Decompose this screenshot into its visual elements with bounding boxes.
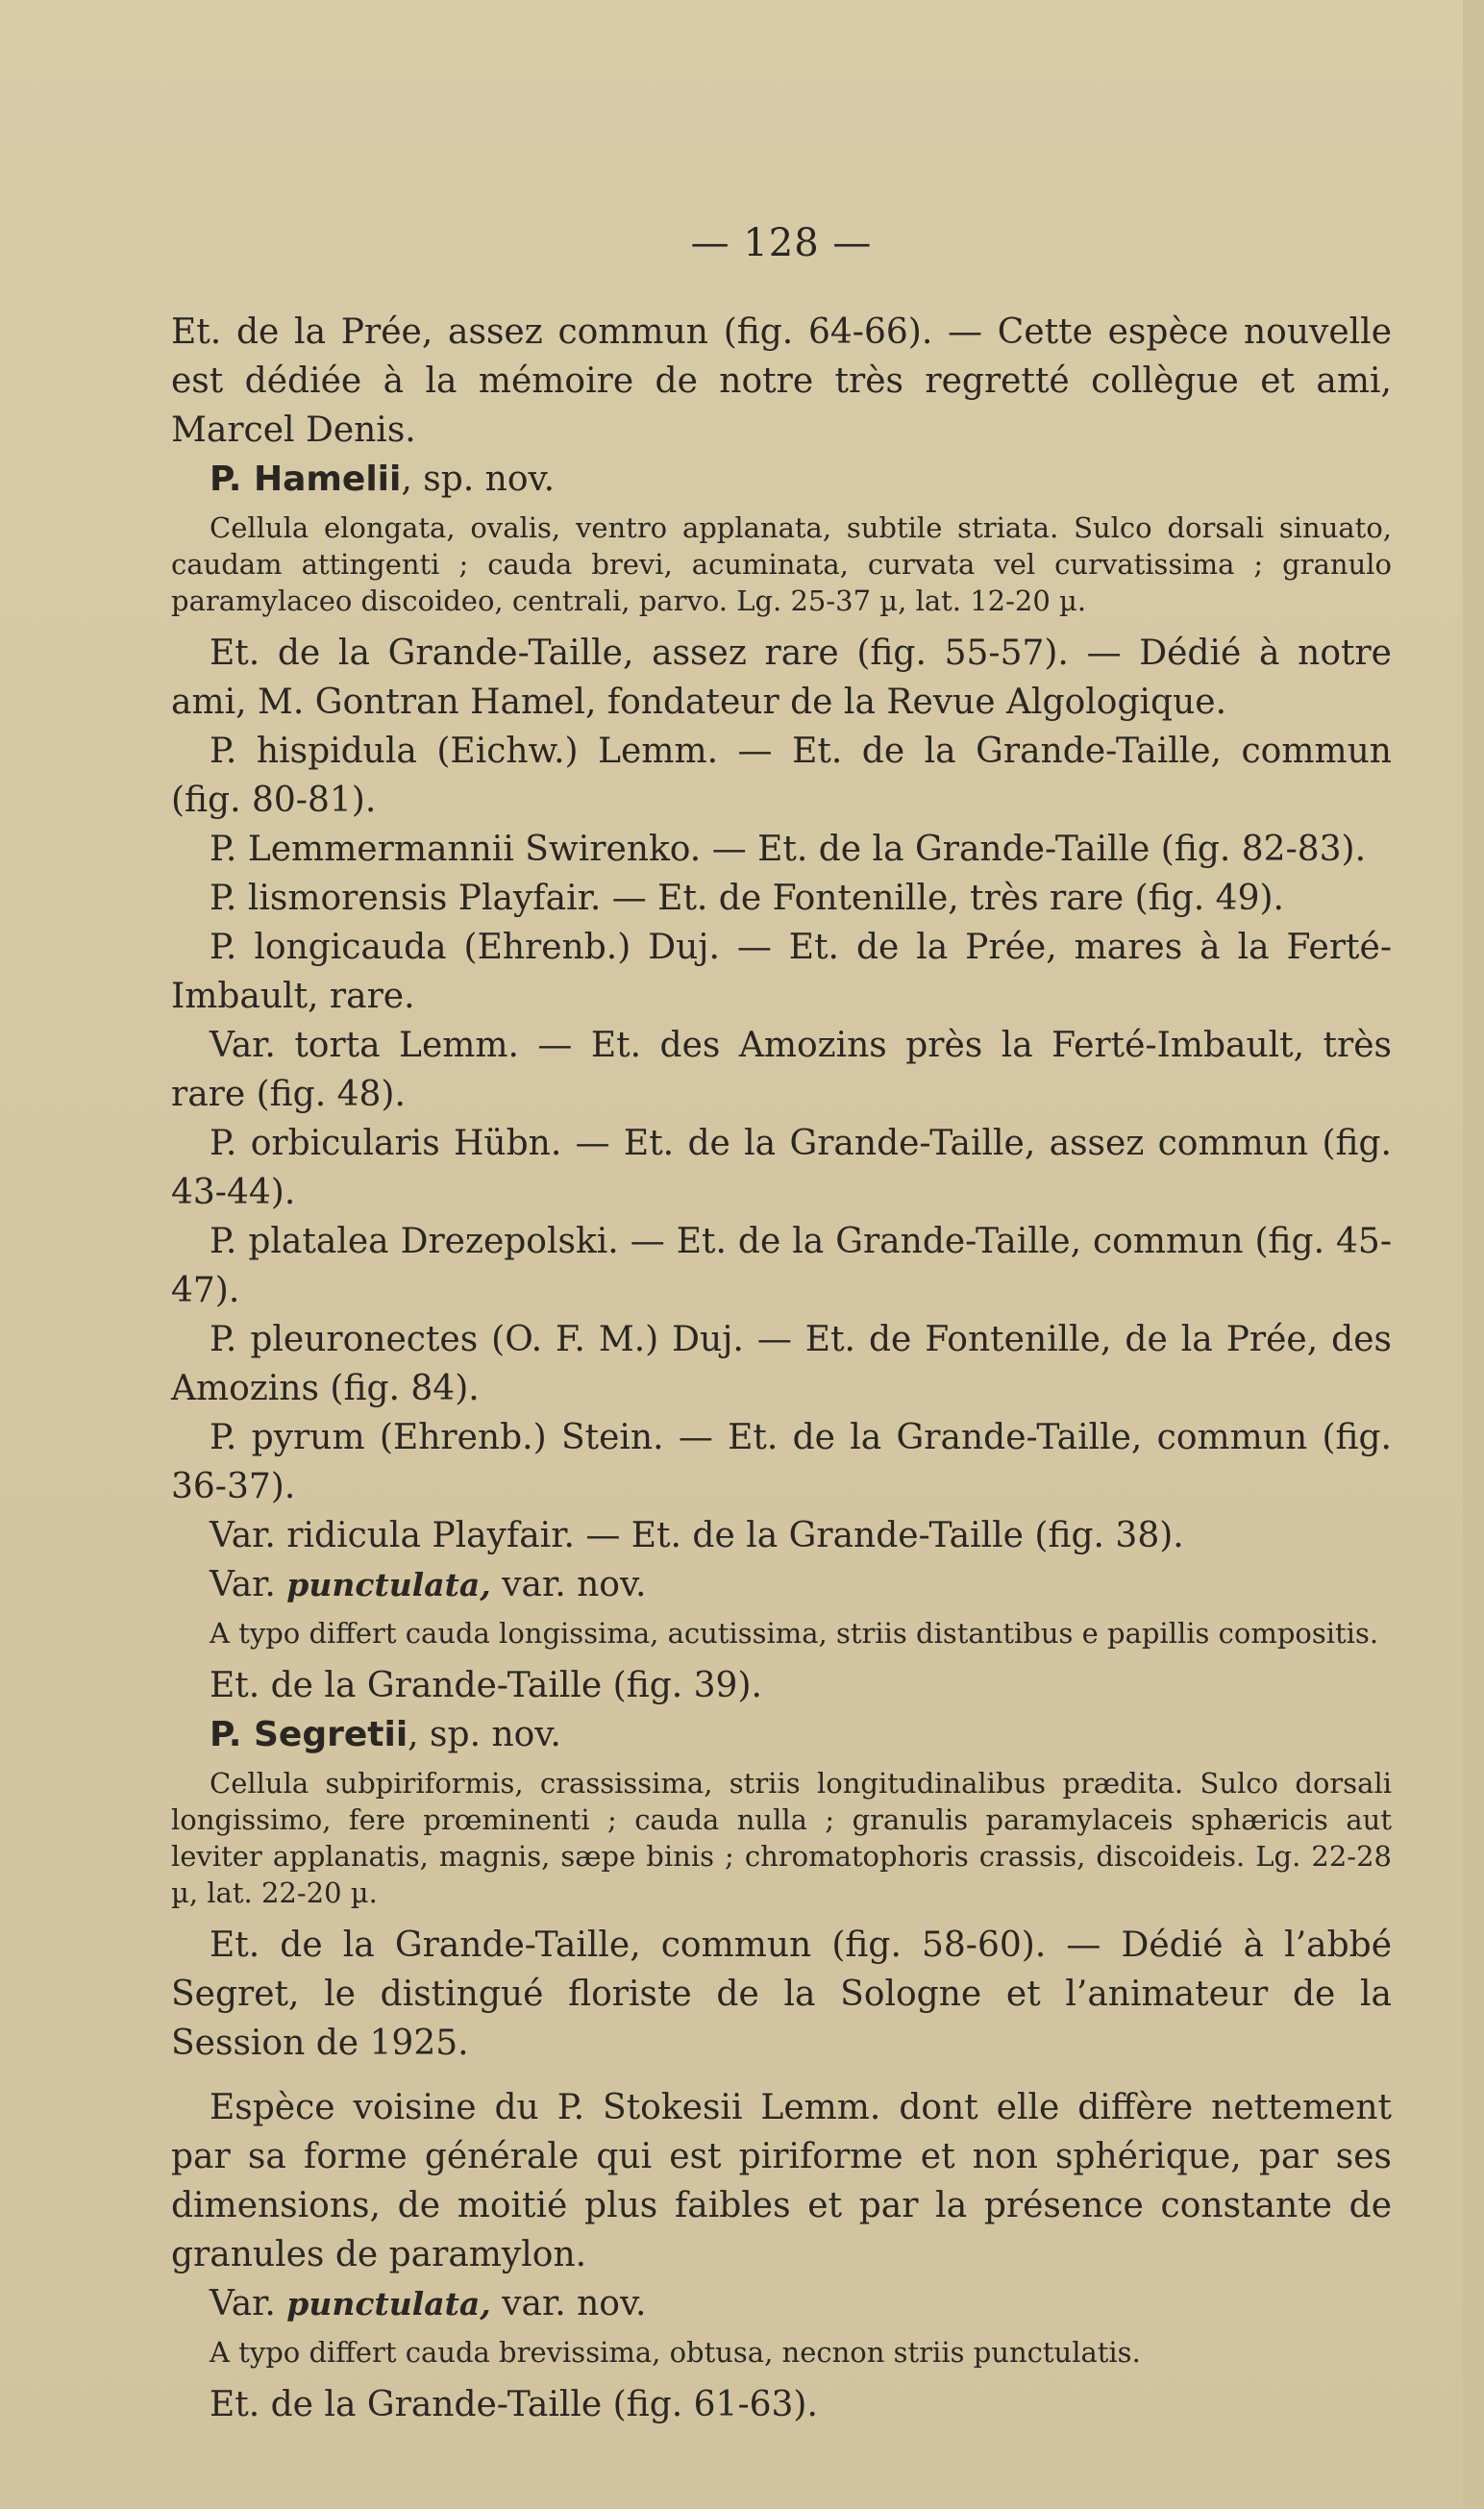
taxon-name: P. lismorensis — [210, 879, 448, 918]
text-run: , sp. nov. — [401, 460, 556, 499]
paragraph — [171, 1710, 1392, 1759]
paragraph — [171, 2083, 1392, 2279]
taxon-name: P. Lemmermannii — [210, 830, 514, 869]
latin-diagnosis — [171, 509, 1392, 619]
taxon-name: P. Stokesii — [556, 2088, 743, 2127]
paragraph — [171, 874, 1392, 923]
text-run: (Ehrenb.) Duj. — Et. de la Prée, mares à la Ferté-Imbault, rare. — [171, 928, 1392, 1016]
latin-diagnosis — [171, 1765, 1392, 1911]
species-heading: P. Hamelii — [210, 460, 402, 499]
text-run: . — [1215, 683, 1227, 722]
text-run: (Ehrenb.) Stein. — Et. de la Grande-Taille, commun (fig. 36-37). — [171, 1418, 1392, 1506]
text-run: , sp. nov. — [408, 1715, 561, 1754]
text-run: Cellula subpiriformis, crassissima, striis longitudinalibus prædita. Sulco dorsali longissimo, fere prœminenti ; cauda nulla ; granulis paramylaceis sphæricis aut leviter applanatis, magnis, sæpe binis ; chromatophoris crassis, discoideis. Lg. 22-28 µ, lat. 22-20 µ. — [171, 1767, 1392, 1909]
paragraph — [171, 1021, 1392, 1119]
taxon-name: P. pyrum — [210, 1418, 365, 1457]
taxon-name: Revue Algologique — [886, 683, 1216, 722]
text-run: Et. de la Grande-Taille (fig. 61-63). — [210, 2385, 818, 2424]
paragraph — [171, 1921, 1392, 2068]
paragraph — [171, 1661, 1392, 1710]
taxon-name: punctulata, — [286, 1566, 491, 1603]
text-run: (Eichw.) Lemm. — Et. de la Grande-Taille, commun (fig. 80-81). — [171, 732, 1392, 820]
text-column — [171, 221, 1392, 2429]
text-run: Var. — [210, 2284, 287, 2323]
text-run: Playfair. — Et. de la Grande-Taille (fig. 38). — [420, 1516, 1184, 1555]
text-run: var. nov. — [490, 1565, 647, 1604]
latin-diagnosis — [171, 1615, 1392, 1652]
text-run: Et. de la Grande-Taille, commun (fig. 58-60). — Dédié à l’abbé Segret, le distingué floriste de la Sologne et l’animateur de la Session de 1925. — [171, 1925, 1392, 2063]
taxon-name: P. hispidula — [210, 732, 417, 771]
text-run: A typo differt cauda longissima, acutissima, striis distantibus e papillis compositis. — [210, 1617, 1379, 1650]
text-run: Var. — [210, 1516, 287, 1555]
page-number: — 128 — — [690, 221, 873, 265]
text-run: A typo differt cauda brevissima, obtusa, necnon striis punctulatis. — [210, 2336, 1141, 2369]
paragraph — [171, 1315, 1392, 1413]
text-run: Drezepolski. — Et. de la Grande-Taille, commun (fig. 45-47). — [171, 1222, 1393, 1310]
taxon-name: P. longicauda — [210, 928, 447, 967]
text-run: Hübn. — Et. de la Grande-Taille, assez commun (fig. 43-44). — [171, 1124, 1392, 1212]
paragraph — [171, 1560, 1392, 1609]
paragraph — [171, 1119, 1392, 1217]
body-text — [171, 308, 1392, 2429]
taxon-name: P. pleuronectes — [210, 1320, 479, 1359]
text-run: var. nov. — [490, 2284, 647, 2323]
paragraph — [171, 923, 1392, 1021]
paragraph — [171, 308, 1392, 455]
text-run: Espèce voisine du — [210, 2088, 557, 2127]
text-run: Et. de la Grande-Taille, assez rare (fig. 55-57). — Dédié à notre ami, M. Gontran Hamel, fondateur de la — [171, 633, 1392, 722]
paragraph — [171, 1217, 1392, 1315]
text-run: Lemm. dont elle diffère nettement par sa forme générale qui est piriforme et non sphérique, par ses dimensions, de moitié plus faibles et par la présence constante de granules de paramylon. — [171, 2088, 1392, 2274]
paragraph — [171, 2380, 1392, 2429]
page-edge — [1463, 0, 1484, 2509]
text-run: (O. F. M.) Duj. — Et. de Fontenille, de la Prée, des Amozins (fig. 84). — [171, 1320, 1392, 1408]
text-run: Lemm. — Et. des Amozins près la Ferté-Imbault, très rare (fig. 48). — [171, 1026, 1392, 1114]
paragraph — [171, 2279, 1392, 2328]
taxon-name: ridicula — [286, 1516, 421, 1555]
taxon-name: P. platalea — [210, 1222, 389, 1261]
text-run: Swirenko. — Et. de la Grande-Taille (fig. 82-83). — [513, 830, 1367, 869]
paragraph — [171, 1511, 1392, 1560]
text-run: Playfair. — Et. de Fontenille, très rare (fig. 49). — [447, 879, 1284, 918]
paragraph — [171, 825, 1392, 874]
text-run: Var. — [210, 1026, 295, 1065]
taxon-name: torta — [294, 1026, 381, 1065]
paragraph — [171, 1413, 1392, 1511]
text-run: Et. de la Prée, assez commun (fig. 64-66). — Cette espèce nouvelle est dédiée à la mémoire de notre très regretté collègue et ami, Marcel Denis. — [171, 312, 1392, 450]
paragraph — [171, 727, 1392, 825]
latin-diagnosis — [171, 2334, 1392, 2371]
text-run: Var. — [210, 1565, 287, 1604]
paragraph — [171, 629, 1392, 727]
paragraph — [171, 455, 1392, 504]
text-run: Et. de la Grande-Taille (fig. 39). — [210, 1666, 762, 1705]
text-run: Cellula elongata, ovalis, ventro applanata, subtile striata. Sulco dorsali sinuato, caudam attingenti ; cauda brevi, acuminata, curvata vel curvatissima ; granulo paramylaceo discoideo, centrali, parvo. Lg. 25-37 µ, lat. 12-20 µ. — [171, 511, 1392, 617]
taxon-name: punctulata, — [286, 2285, 491, 2323]
taxon-name: P. orbicularis — [210, 1124, 440, 1163]
species-heading: P. Segretii — [210, 1715, 408, 1754]
